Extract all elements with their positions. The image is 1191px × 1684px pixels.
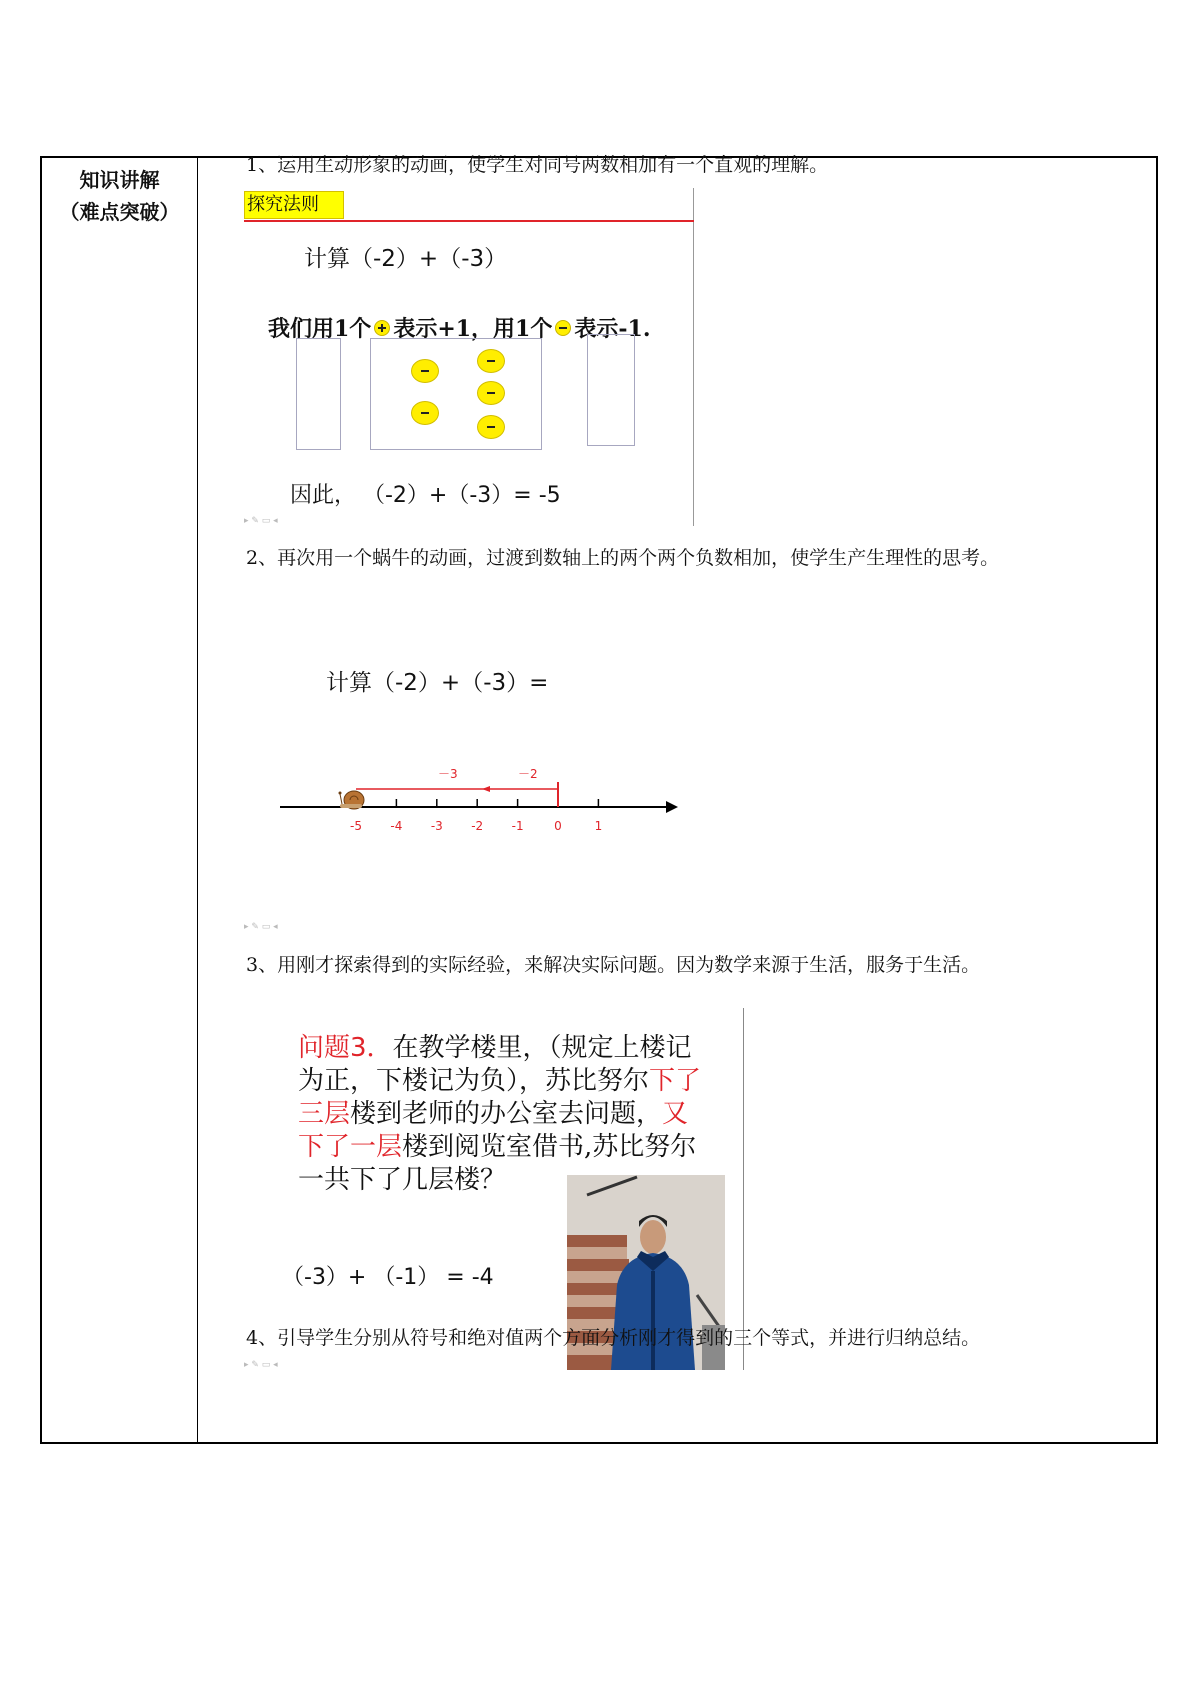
tick-label: -5 xyxy=(350,819,362,833)
slide1-result: 因此， （-2）+（-3）= -5 xyxy=(290,483,561,508)
toolbar-ghost: ▸ ✎ ▭ ◂ xyxy=(244,516,278,526)
problem-label: 问题3． xyxy=(298,1033,393,1063)
problem-equation: （-3）+ （-1） = -4 xyxy=(282,1265,494,1290)
toolbar-ghost: ▸ ✎ ▭ ◂ xyxy=(244,1360,278,1370)
slide-problem-3 xyxy=(244,1008,744,1370)
column-divider xyxy=(197,158,198,1442)
side-label-line1: 知识讲解 xyxy=(79,168,160,192)
minus-coin-icon xyxy=(477,381,505,405)
tick-label: -1 xyxy=(511,819,524,833)
side-label xyxy=(42,164,197,228)
explore-tag: 探究法则 xyxy=(244,191,344,219)
arrow-label-minus3: －3 xyxy=(438,767,458,781)
number-line-diagram xyxy=(270,760,690,840)
tick-label: 1 xyxy=(594,819,603,833)
legend-text-3: 表示-1. xyxy=(574,316,651,342)
red-rule xyxy=(244,220,694,222)
minus-coin-icon xyxy=(555,320,571,336)
slide2-title: 计算（-2）+（-3）= xyxy=(326,670,549,696)
tick-label: -4 xyxy=(390,819,403,833)
plus-coin-icon xyxy=(374,320,390,336)
right-box xyxy=(587,334,635,446)
problem-text-a: 在教学楼里，（规定上楼记为正，下楼记为负），苏比努尔 xyxy=(298,1033,692,1096)
minus-coin-icon xyxy=(477,349,505,373)
slide-explore-rule xyxy=(244,188,694,526)
axis-arrowhead xyxy=(666,801,678,813)
toolbar-ghost: ▸ ✎ ▭ ◂ xyxy=(244,922,278,932)
side-label-line2: （难点突破） xyxy=(59,200,180,224)
tick-label: 0 xyxy=(554,819,562,833)
minus-coin-icon xyxy=(477,415,505,439)
left-box xyxy=(296,338,341,450)
move-arrowhead xyxy=(482,786,490,792)
slide1-title: 计算（-2）+（-3） xyxy=(304,246,508,272)
middle-box xyxy=(370,338,542,450)
tick-label: -3 xyxy=(430,819,443,833)
problem-text-c: 楼到阅览室借书,苏比努尔一共下了几层楼？ xyxy=(298,1132,697,1195)
tick-label: -2 xyxy=(471,819,484,833)
legend-text-1: 我们用1个 xyxy=(268,316,372,342)
minus-coin-icon xyxy=(411,401,439,425)
paragraph-3: 3、用刚才探索得到的实际经验，来解决实际问题。因为数学来源于生活，服务于生活。 xyxy=(246,954,981,976)
paragraph-2: 2、再次用一个蜗牛的动画，过渡到数轴上的两个两个负数相加，使学生产生理性的思考。 xyxy=(246,547,1000,569)
problem-highlight-2: 又下了一层 xyxy=(298,1099,689,1162)
arrow-label-minus2: －2 xyxy=(518,767,538,781)
paragraph-1: 1、运用生动形象的动画，使学生对同号两数相加有一个直观的理解。 xyxy=(246,154,829,176)
legend-text-2: 表示+1，用1个 xyxy=(393,316,553,342)
paragraph-4: 4、引导学生分别从符号和绝对值两个方面分析刚才得到的三个等式，并进行归纳总结。 xyxy=(246,1327,981,1349)
problem-text xyxy=(298,1032,708,1197)
snail-icon xyxy=(339,791,365,809)
minus-coin-icon xyxy=(411,359,439,383)
problem-highlight-1: 下了三层 xyxy=(298,1066,702,1129)
problem-text-b: 楼到老师的办公室去问题， xyxy=(350,1099,663,1129)
